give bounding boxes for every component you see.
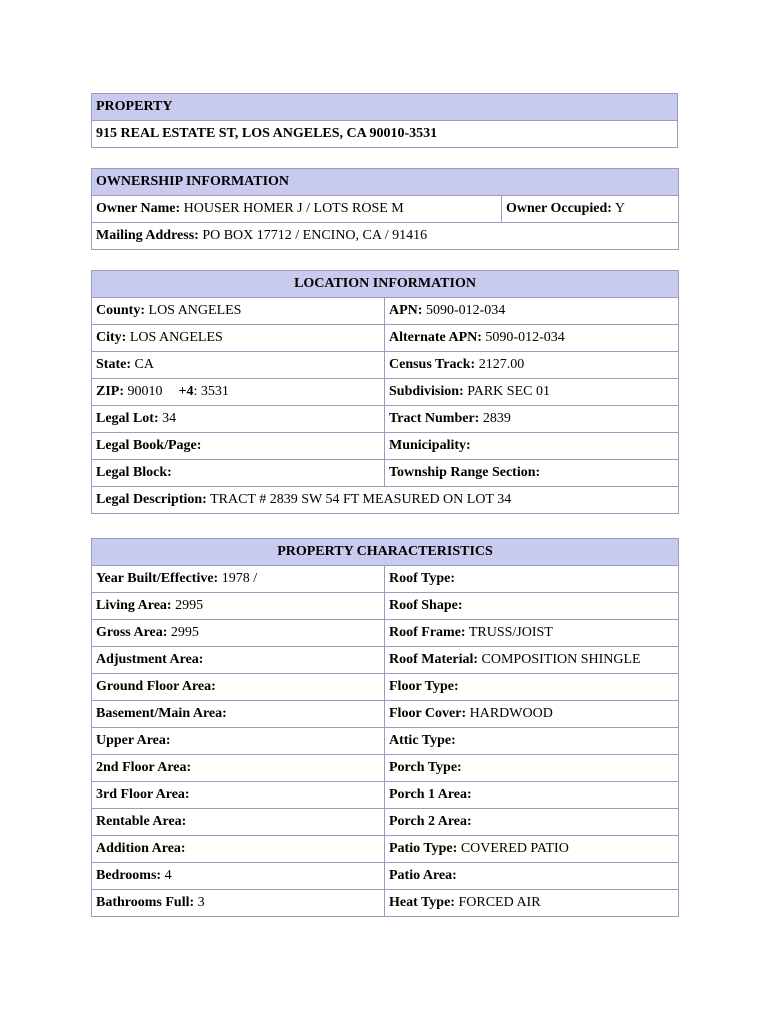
- characteristic-value: COMPOSITION SHINGLE: [481, 652, 641, 667]
- township-range-section-label: Township Range Section:: [389, 465, 541, 480]
- state-label: State:: [96, 357, 131, 372]
- characteristics-row: [92, 647, 679, 674]
- characteristic-label: Roof Shape:: [389, 598, 463, 613]
- location-left-cell: [92, 433, 385, 460]
- characteristic-left-cell: [92, 647, 385, 674]
- legal-lot-label: Legal Lot:: [96, 411, 159, 426]
- characteristic-label: Bathrooms Full:: [96, 895, 195, 910]
- characteristics-row: [92, 566, 679, 593]
- tract-number-label: Tract Number:: [389, 411, 480, 426]
- apn-label: APN:: [389, 303, 423, 318]
- characteristic-label: Attic Type:: [389, 733, 456, 748]
- property-address: 915 REAL ESTATE ST, LOS ANGELES, CA 90010-3531: [92, 121, 678, 148]
- zip-label: ZIP:: [96, 384, 124, 399]
- characteristic-label: Porch 1 Area:: [389, 787, 472, 802]
- characteristic-label: Basement/Main Area:: [96, 706, 227, 721]
- zip-plus4-value: : 3531: [193, 384, 229, 399]
- apn-value: 5090-012-034: [425, 303, 506, 318]
- characteristic-value: 2995: [170, 625, 199, 640]
- owner-occupied-cell: [502, 196, 679, 223]
- census-track-label: Census Track:: [389, 357, 476, 372]
- characteristics-row: [92, 863, 679, 890]
- location-left-cell: [92, 379, 385, 406]
- characteristic-right-cell: [385, 620, 679, 647]
- county-label: County:: [96, 303, 146, 318]
- characteristics-header: PROPERTY CHARACTERISTICS: [92, 539, 679, 566]
- characteristic-right-cell: [385, 809, 679, 836]
- location-left-cell: [92, 406, 385, 433]
- location-right-cell: [385, 298, 679, 325]
- characteristic-left-cell: [92, 863, 385, 890]
- characteristic-right-cell: [385, 755, 679, 782]
- characteristic-right-cell: [385, 674, 679, 701]
- location-header: LOCATION INFORMATION: [92, 271, 679, 298]
- mailing-address-cell: [92, 223, 679, 250]
- characteristic-label: Year Built/Effective:: [96, 571, 219, 586]
- characteristics-row: [92, 890, 679, 917]
- characteristic-right-cell: [385, 728, 679, 755]
- characteristic-left-cell: [92, 620, 385, 647]
- characteristic-value: HARDWOOD: [469, 706, 553, 721]
- characteristic-right-cell: [385, 782, 679, 809]
- census-track-value: 2127.00: [478, 357, 525, 372]
- characteristics-row: [92, 836, 679, 863]
- legal-book-page-label: Legal Book/Page:: [96, 438, 202, 453]
- subdivision-value: PARK SEC 01: [467, 384, 550, 399]
- characteristic-value: 3: [197, 895, 205, 910]
- owner-occupied-value: Y: [614, 201, 626, 216]
- characteristic-label: Roof Type:: [389, 571, 455, 586]
- characteristic-right-cell: [385, 566, 679, 593]
- alternate-apn-value: 5090-012-034: [485, 330, 565, 345]
- characteristic-label: Adjustment Area:: [96, 652, 204, 667]
- characteristics-rows: [92, 566, 679, 917]
- characteristic-left-cell: [92, 755, 385, 782]
- location-right-cell: [385, 460, 679, 487]
- characteristic-label: Patio Type:: [389, 841, 458, 856]
- characteristic-left-cell: [92, 593, 385, 620]
- characteristic-value: COVERED PATIO: [460, 841, 569, 856]
- characteristic-label: Floor Type:: [389, 679, 459, 694]
- characteristic-label: 3rd Floor Area:: [96, 787, 190, 802]
- city-label: City:: [96, 330, 127, 345]
- characteristics-row: [92, 674, 679, 701]
- ownership-section: [91, 168, 679, 250]
- characteristic-label: Living Area:: [96, 598, 172, 613]
- characteristic-left-cell: [92, 809, 385, 836]
- property-header: PROPERTY: [92, 94, 678, 121]
- characteristic-left-cell: [92, 701, 385, 728]
- mailing-address-label: Mailing Address:: [96, 228, 199, 243]
- characteristic-label: Roof Material:: [389, 652, 479, 667]
- characteristics-row: [92, 620, 679, 647]
- characteristic-left-cell: [92, 674, 385, 701]
- characteristic-value: 1978 /: [221, 571, 258, 586]
- characteristic-label: Upper Area:: [96, 733, 171, 748]
- location-left-cell: [92, 298, 385, 325]
- characteristic-right-cell: [385, 863, 679, 890]
- location-left-cell: [92, 325, 385, 352]
- ownership-header: OWNERSHIP INFORMATION: [92, 169, 679, 196]
- owner-name-value: HOUSER HOMER J / LOTS ROSE M: [183, 201, 404, 216]
- characteristic-label: Patio Area:: [389, 868, 457, 883]
- characteristic-right-cell: [385, 701, 679, 728]
- characteristic-label: Ground Floor Area:: [96, 679, 216, 694]
- characteristic-label: 2nd Floor Area:: [96, 760, 192, 775]
- characteristic-label: Floor Cover:: [389, 706, 467, 721]
- legal-description-value: TRACT # 2839 SW 54 FT MEASURED ON LOT 34: [210, 492, 512, 507]
- characteristics-row: [92, 701, 679, 728]
- alternate-apn-label: Alternate APN:: [389, 330, 482, 345]
- legal-description-cell: [92, 487, 679, 514]
- characteristic-right-cell: [385, 647, 679, 674]
- characteristic-right-cell: [385, 836, 679, 863]
- location-section: [91, 270, 679, 514]
- owner-name-label: Owner Name:: [96, 201, 181, 216]
- characteristic-label: Heat Type:: [389, 895, 455, 910]
- location-right-cell: [385, 379, 679, 406]
- characteristic-left-cell: [92, 782, 385, 809]
- location-right-cell: [385, 352, 679, 379]
- characteristic-value: 4: [164, 868, 172, 883]
- characteristic-left-cell: [92, 566, 385, 593]
- characteristic-left-cell: [92, 728, 385, 755]
- location-right-cell: [385, 325, 679, 352]
- characteristics-row: [92, 782, 679, 809]
- location-right-cell: [385, 433, 679, 460]
- characteristic-right-cell: [385, 593, 679, 620]
- tract-number-value: 2839: [482, 411, 511, 426]
- characteristics-row: [92, 809, 679, 836]
- characteristics-row: [92, 728, 679, 755]
- mailing-address-value: PO BOX 17712 / ENCINO, CA / 91416: [202, 228, 428, 243]
- legal-lot-value: 34: [162, 411, 177, 426]
- characteristic-label: Gross Area:: [96, 625, 168, 640]
- state-value: CA: [134, 357, 154, 372]
- characteristic-value: 2995: [175, 598, 204, 613]
- owner-occupied-label: Owner Occupied:: [506, 201, 612, 216]
- county-value: LOS ANGELES: [148, 303, 242, 318]
- location-left-cell: [92, 460, 385, 487]
- legal-block-label: Legal Block:: [96, 465, 172, 480]
- municipality-label: Municipality:: [389, 438, 471, 453]
- characteristic-label: Bedrooms:: [96, 868, 162, 883]
- characteristic-label: Rentable Area:: [96, 814, 187, 829]
- location-right-cell: [385, 406, 679, 433]
- characteristic-value: FORCED AIR: [458, 895, 541, 910]
- characteristic-label: Porch 2 Area:: [389, 814, 472, 829]
- characteristics-row: [92, 755, 679, 782]
- legal-description-label: Legal Description:: [96, 492, 207, 507]
- characteristic-value: TRUSS/JOIST: [468, 625, 553, 640]
- characteristic-right-cell: [385, 890, 679, 917]
- characteristic-label: Roof Frame:: [389, 625, 466, 640]
- characteristic-label: Addition Area:: [96, 841, 186, 856]
- zip-plus4-label: +4: [178, 384, 194, 399]
- characteristics-row: [92, 593, 679, 620]
- owner-name-cell: [92, 196, 502, 223]
- characteristic-label: Porch Type:: [389, 760, 462, 775]
- property-section: [91, 93, 678, 148]
- characteristic-left-cell: [92, 836, 385, 863]
- location-left-cell: [92, 352, 385, 379]
- characteristic-left-cell: [92, 890, 385, 917]
- characteristics-section: [91, 538, 679, 917]
- zip-value: 90010: [127, 384, 163, 399]
- city-value: LOS ANGELES: [129, 330, 223, 345]
- subdivision-label: Subdivision:: [389, 384, 464, 399]
